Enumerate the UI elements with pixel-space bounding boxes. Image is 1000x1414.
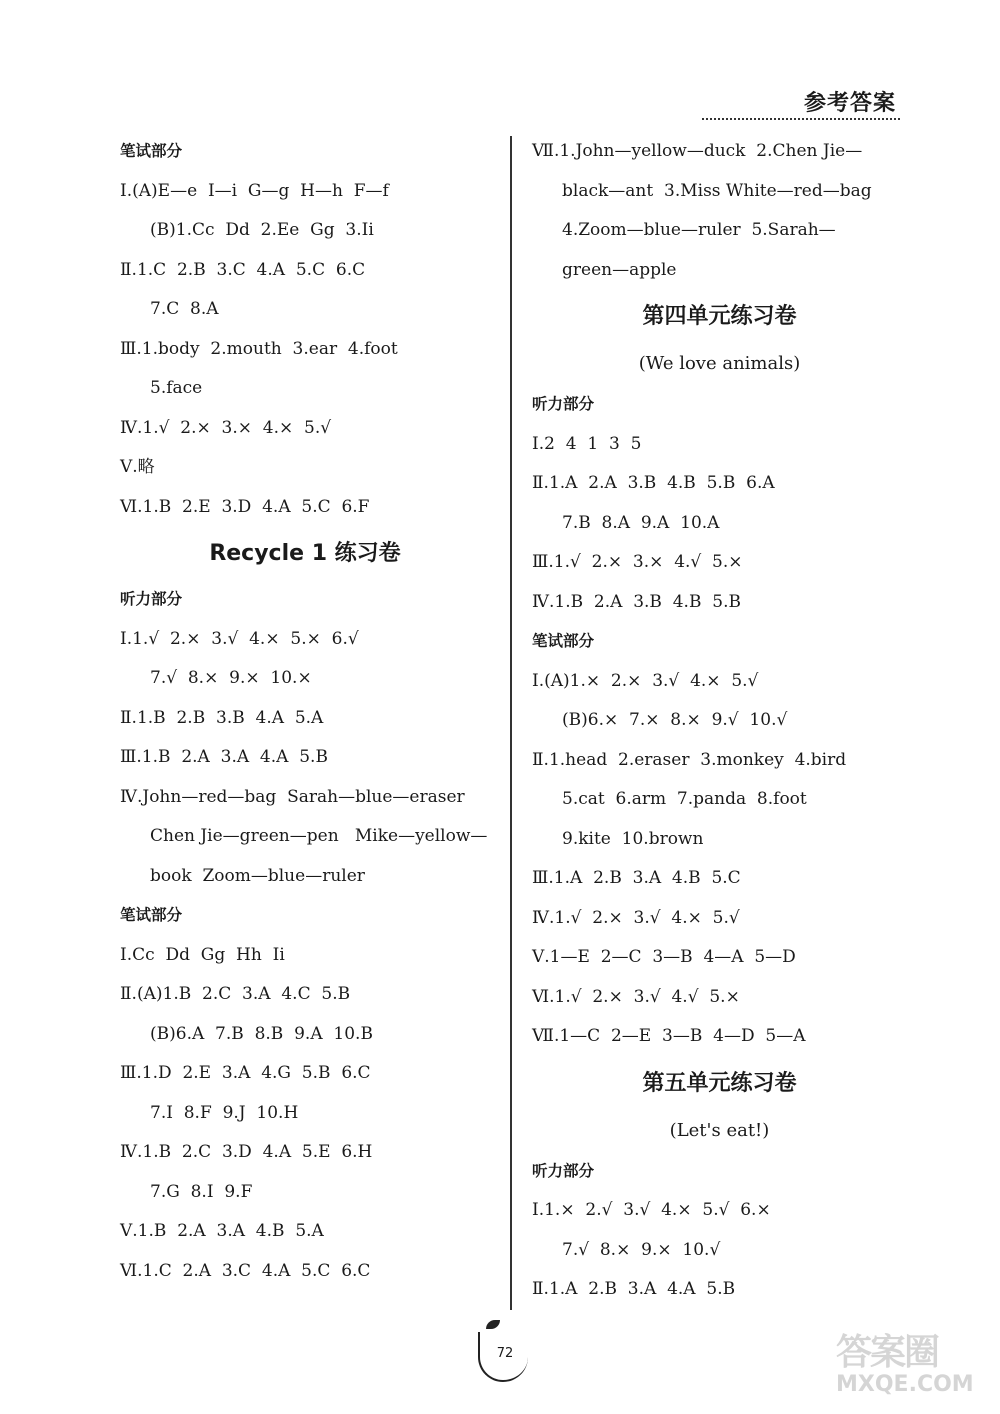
answer-line-continued: 5.face <box>150 378 203 398</box>
answer-line-continued: 7.I 8.F 9.J 10.H <box>150 1102 299 1123</box>
unit-subtitle: (Let's eat!) <box>669 1119 770 1141</box>
answer-line: Ⅰ.Cc Dd Gg Hh Ii <box>120 944 285 965</box>
answer-line: Ⅶ.1.John—yellow—duck 2.Chen Jie— <box>532 141 863 161</box>
answer-line: Ⅲ.1.D 2.E 3.A 4.G 5.B 6.C <box>120 1063 371 1083</box>
answer-line-continued: 5.cat 6.arm 7.panda 8.foot <box>562 789 807 809</box>
answer-line: Ⅵ.1.C 2.A 3.C 4.A 5.C 6.C <box>120 1260 371 1281</box>
answer-line: Ⅰ.1.√ 2.× 3.√ 4.× 5.× 6.√ <box>120 628 359 649</box>
answer-line-continued: 7.G 8.I 9.F <box>150 1181 253 1202</box>
answer-line: Ⅴ.略 <box>120 457 155 477</box>
answer-line: Ⅳ.1.√ 2.× 3.× 4.× 5.√ <box>120 417 332 438</box>
answer-line: Ⅲ.1.√ 2.× 3.× 4.√ 5.× <box>532 552 743 572</box>
right-answer-column <box>532 132 907 1310</box>
section-heading: 笔试部分 <box>532 632 595 650</box>
answer-line: Ⅳ.1.B 2.A 3.B 4.B 5.B <box>532 591 741 612</box>
answer-line-continued: black—ant 3.Miss White—red—bag <box>562 180 872 201</box>
answer-line: Ⅶ.1—C 2—E 3—B 4—D 5—A <box>532 1026 806 1046</box>
answer-line: Ⅰ.(A)E—e I—i G—g H—h F—f <box>120 180 389 201</box>
answer-line-continued: 7.B 8.A 9.A 10.A <box>562 512 720 533</box>
left-answer-column <box>120 132 490 1291</box>
answer-line-continued: Chen Jie—green—pen Mike—yellow— <box>150 826 488 846</box>
section-heading: 笔试部分 <box>120 142 183 160</box>
answer-line: Ⅲ.1.B 2.A 3.A 4.A 5.B <box>120 747 328 767</box>
answer-line-continued: 7.√ 8.× 9.× 10.× <box>150 668 312 688</box>
answer-line: Ⅰ.2 4 1 3 5 <box>532 433 642 454</box>
answer-line: Ⅱ.1.head 2.eraser 3.monkey 4.bird <box>532 749 847 770</box>
answer-line: Ⅱ.1.B 2.B 3.B 4.A 5.A <box>120 707 324 728</box>
answer-line: Ⅱ.1.A 2.B 3.A 4.A 5.B <box>532 1279 736 1299</box>
watermark-site: MXQE.COM <box>836 1372 974 1397</box>
answer-line: Ⅵ.1.√ 2.× 3.√ 4.√ 5.× <box>532 986 740 1007</box>
answer-line: Ⅱ.1.A 2.A 3.B 4.B 5.B 6.A <box>532 473 775 493</box>
answer-line: Ⅱ.(A)1.B 2.C 3.A 4.C 5.B <box>120 984 351 1004</box>
column-divider <box>510 136 512 1310</box>
page-number-badge <box>478 1332 532 1386</box>
header-dotted-rule <box>702 118 900 120</box>
answer-line-continued: book Zoom—blue—ruler <box>150 865 365 886</box>
section-heading: 笔试部分 <box>120 906 183 924</box>
answer-line-continued: 4.Zoom—blue—ruler 5.Sarah— <box>562 220 836 240</box>
answer-line-continued: 7.√ 8.× 9.× 10.√ <box>562 1239 721 1260</box>
leaf-icon <box>486 1320 500 1329</box>
watermark-logo <box>836 1324 986 1404</box>
answer-line: Ⅴ.1—E 2—C 3—B 4—A 5—D <box>532 947 796 967</box>
answer-line-continued: (B)6.× 7.× 8.× 9.√ 10.√ <box>562 710 788 730</box>
answer-line-continued: green—apple <box>562 259 677 280</box>
answer-line: Ⅲ.1.body 2.mouth 3.ear 4.foot <box>120 338 398 359</box>
page-number: 72 <box>496 1346 514 1361</box>
answer-line: Ⅲ.1.A 2.B 3.A 4.B 5.C <box>532 868 741 888</box>
answer-line-continued: 9.kite 10.brown <box>562 828 704 849</box>
answer-line: Ⅴ.1.B 2.A 3.A 4.B 5.A <box>120 1221 324 1241</box>
answer-line-continued: (B)6.A 7.B 8.B 9.A 10.B <box>150 1023 373 1044</box>
watermark-glyphs: 答案圈 <box>836 1332 939 1373</box>
unit-title: 第四单元练习卷 <box>642 304 797 329</box>
answer-line: Ⅳ.1.B 2.C 3.D 4.A 5.E 6.H <box>120 1142 373 1162</box>
answer-line-continued: (B)1.Cc Dd 2.Ee Gg 3.Ii <box>150 220 374 240</box>
unit-title: 第五单元练习卷 <box>642 1070 797 1096</box>
section-heading: 听力部分 <box>532 1161 595 1180</box>
answer-line-continued: 7.C 8.A <box>150 299 219 319</box>
page-header-title: 参考答案 <box>803 91 896 116</box>
answer-line: Ⅰ.(A)1.× 2.× 3.√ 4.× 5.√ <box>532 670 759 691</box>
answer-line: Ⅵ.1.B 2.E 3.D 4.A 5.C 6.F <box>120 496 370 517</box>
answer-line: Ⅳ.John—red—bag Sarah—blue—eraser <box>120 786 465 807</box>
unit-subtitle: (We love animals) <box>638 353 801 374</box>
answer-line: Ⅰ.1.× 2.√ 3.√ 4.× 5.√ 6.× <box>532 1200 771 1220</box>
section-heading: 听力部分 <box>532 395 595 413</box>
unit-title: Recycle 1 练习卷 <box>209 541 401 566</box>
answer-line: Ⅳ.1.√ 2.× 3.√ 4.× 5.√ <box>532 907 740 928</box>
section-heading: 听力部分 <box>120 590 183 608</box>
answer-line: Ⅱ.1.C 2.B 3.C 4.A 5.C 6.C <box>120 259 366 280</box>
